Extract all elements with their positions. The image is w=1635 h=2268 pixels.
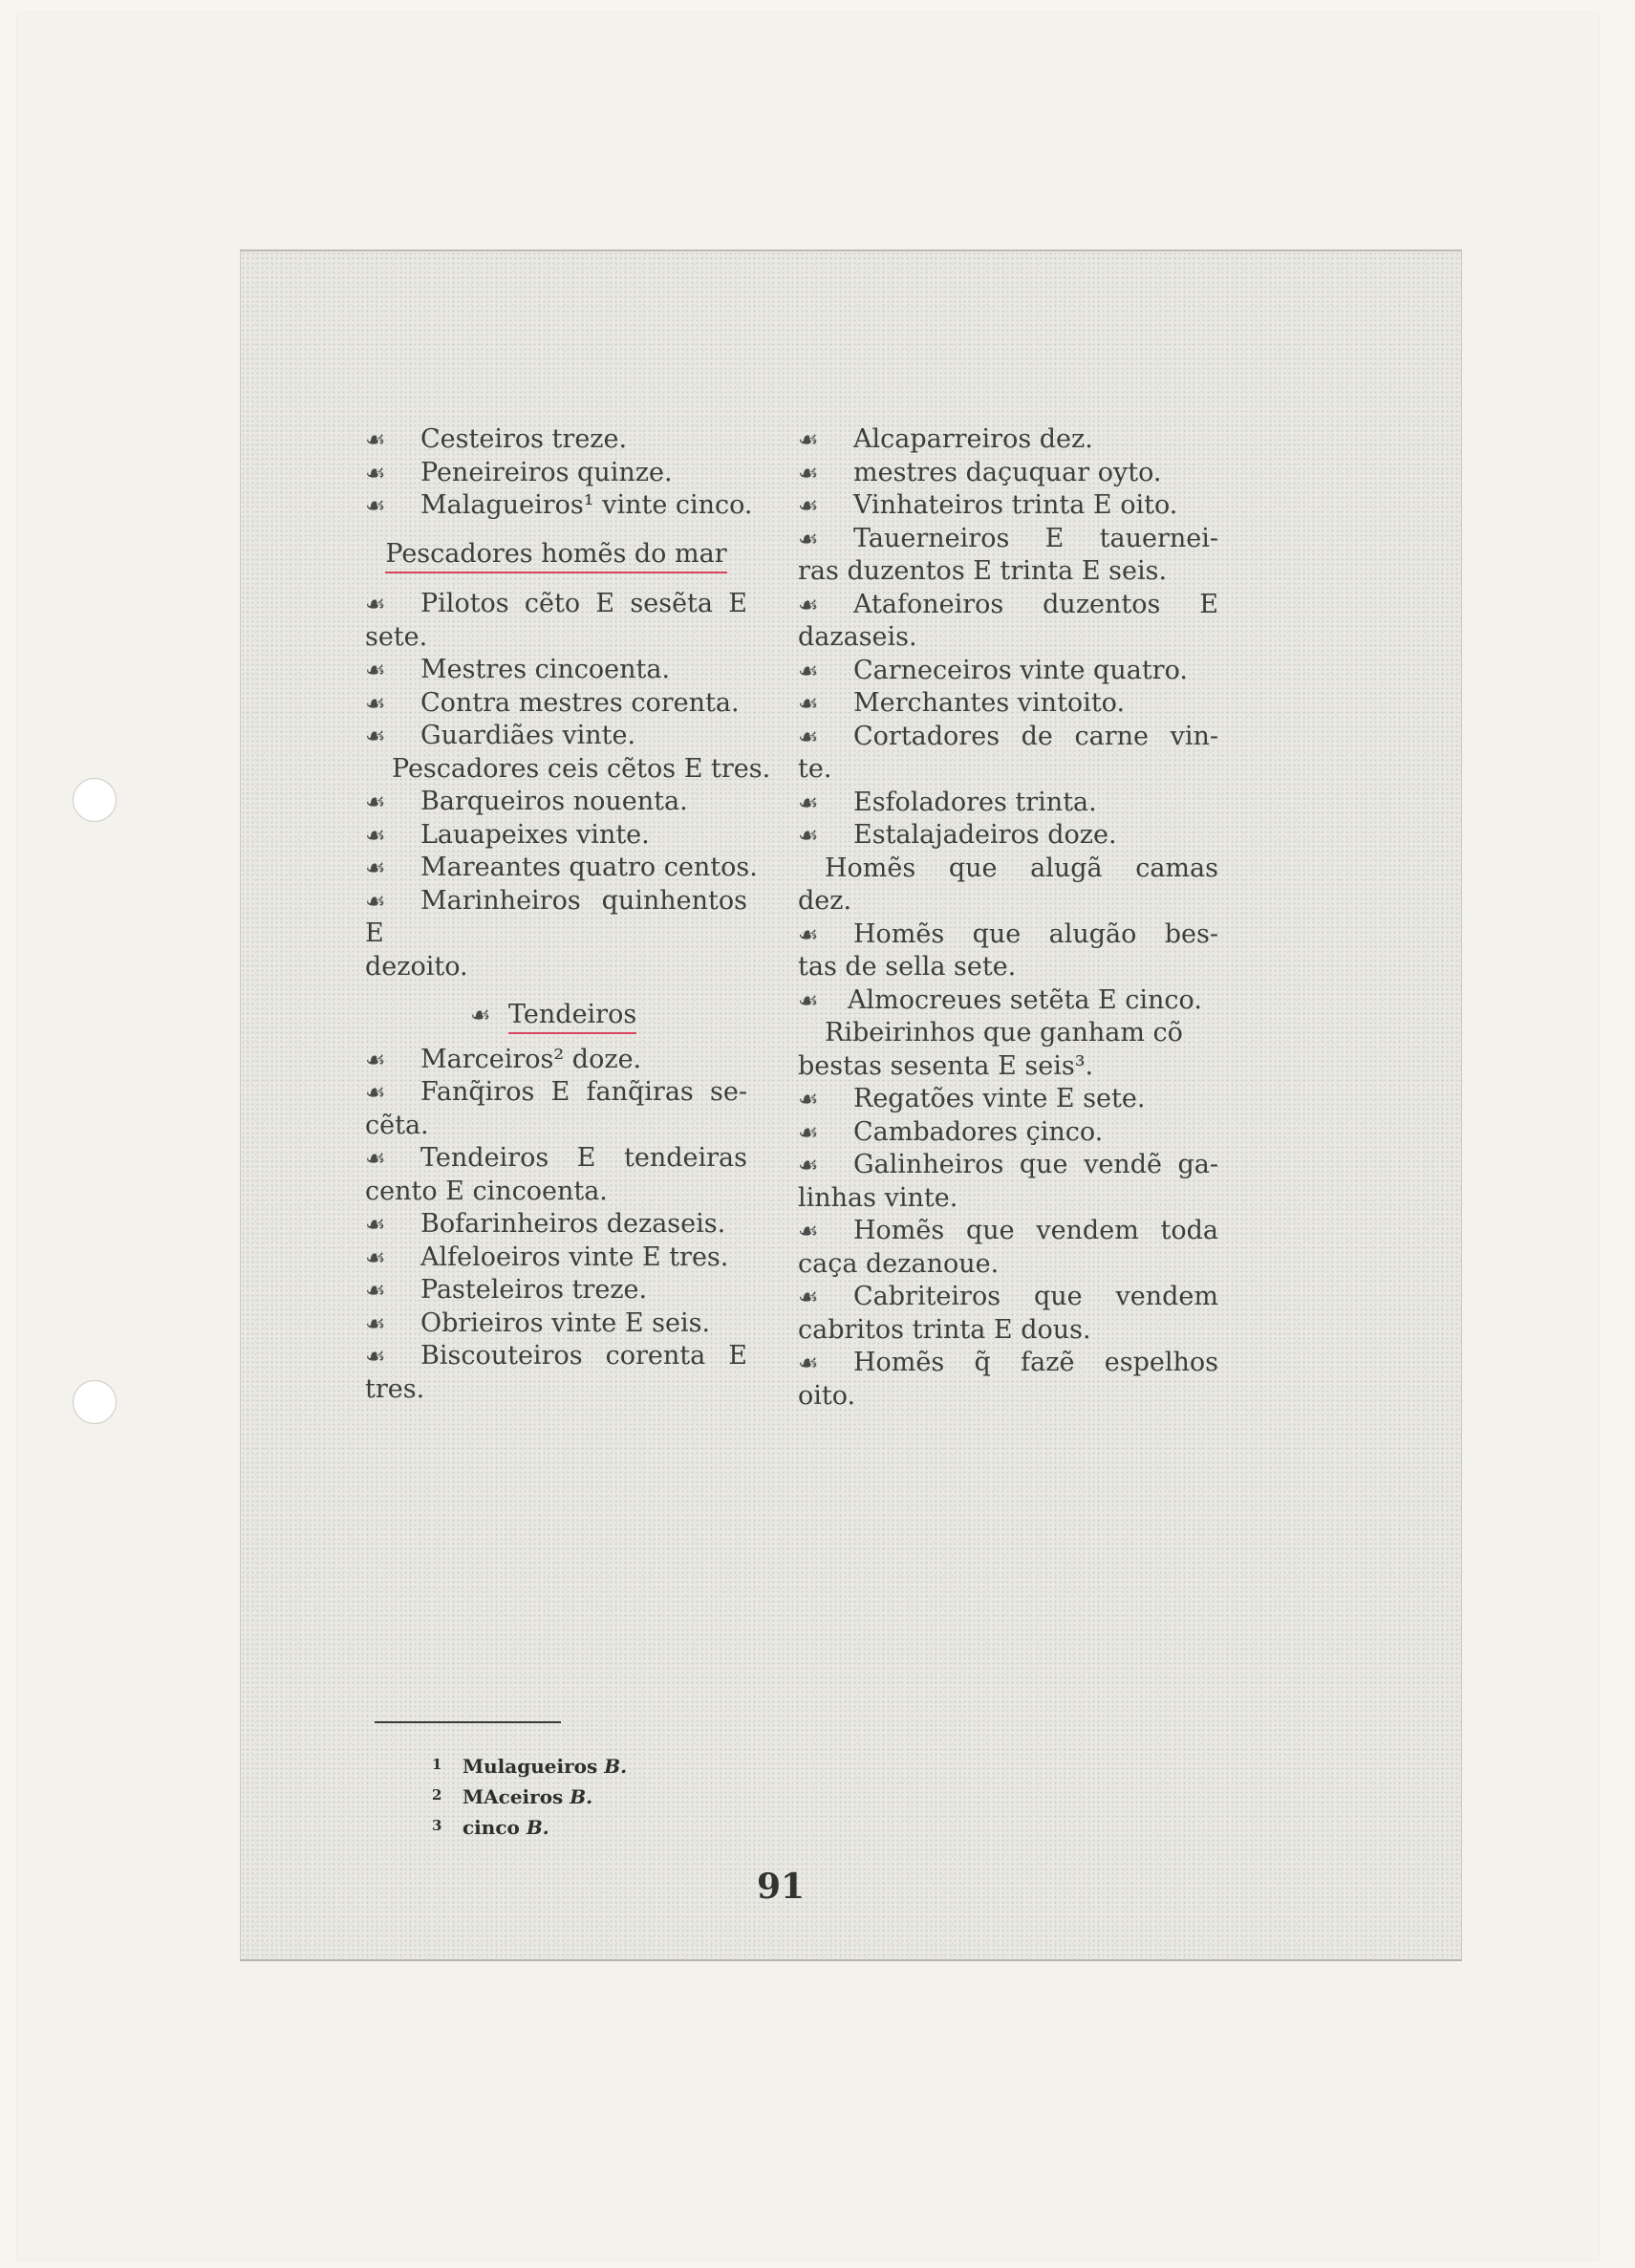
list-item-continuation: cẽta.	[365, 1110, 429, 1140]
section-heading-tendeiros: ☙Tendeiros	[365, 999, 747, 1032]
list-item-continuation: caça dezanoue.	[798, 1248, 1000, 1279]
paragraph-mark-icon	[470, 999, 508, 1032]
list-item: ☙Fanq̃iros E fanq̃iras se-	[365, 1076, 747, 1110]
paragraph-mark-icon	[365, 1340, 420, 1373]
list-item: Ribeirinhos que ganham cõ	[825, 1018, 1183, 1048]
list-item: ☙Homẽs que alugão bes-	[798, 918, 1218, 952]
list-item: ☙Contra mestres corenta.	[365, 687, 747, 721]
list-item: ☙Biscouteiros corenta E	[365, 1340, 747, 1373]
footnote-rule	[375, 1721, 561, 1723]
paragraph-mark-icon	[365, 654, 420, 687]
paragraph-mark-icon	[798, 721, 853, 754]
list-item-continuation: te.	[798, 754, 832, 784]
paragraph-mark-icon	[365, 423, 420, 457]
paragraph-mark-icon	[365, 457, 420, 490]
list-item: ☙Cambadores çinco.	[798, 1116, 1218, 1150]
paragraph-mark-icon	[365, 489, 420, 523]
paragraph-mark-icon	[798, 1116, 853, 1150]
paragraph-mark-icon	[798, 1215, 853, 1248]
list-item: ☙Cortadores de carne vin-	[798, 721, 1218, 754]
list-item: ☙Mestres cincoenta.	[365, 654, 747, 687]
list-item: ☙Vinhateiros trinta E oito.	[798, 489, 1218, 523]
list-item-continuation: dezoito.	[365, 951, 468, 982]
list-item: ☙Alcaparreiros dez.	[798, 423, 1218, 457]
list-item-continuation: bestas sesenta E seis³.	[798, 1050, 1094, 1081]
list-item-continuation: tres.	[365, 1373, 425, 1404]
footnote: 3 cinco B.	[432, 1816, 549, 1839]
right-column	[798, 423, 1218, 1413]
paragraph-mark-icon	[365, 687, 420, 721]
list-item: ☙Cabriteiros que vendem	[798, 1281, 1218, 1314]
list-item-continuation: linhas vinte.	[798, 1182, 958, 1213]
paragraph-mark-icon	[365, 1076, 420, 1110]
paragraph-mark-icon	[798, 489, 853, 523]
photocopy-page	[240, 249, 1462, 1961]
paragraph-mark-icon	[798, 819, 853, 853]
paragraph-mark-icon	[798, 423, 853, 457]
archive-sheet	[17, 13, 1599, 2259]
list-item: ☙Pasteleiros treze.	[365, 1274, 747, 1307]
punch-hole-bottom	[73, 1380, 117, 1424]
paragraph-mark-icon	[798, 984, 848, 1018]
list-item: ☙Cesteiros treze.	[365, 423, 747, 457]
list-item: ☙Barqueiros nouenta.	[365, 786, 747, 819]
list-item: ☙Pilotos cẽto E sesẽta E	[365, 588, 747, 621]
paragraph-mark-icon	[365, 720, 420, 753]
list-item: ☙Estalajadeiros doze.	[798, 819, 1218, 853]
paragraph-mark-icon	[798, 523, 853, 556]
paragraph-mark-icon	[798, 687, 853, 721]
paragraph-mark-icon	[798, 1149, 853, 1182]
list-item: ☙Regatões vinte E sete.	[798, 1083, 1218, 1116]
left-column	[365, 423, 771, 1406]
paragraph-mark-icon	[365, 1274, 420, 1307]
paragraph-mark-icon	[365, 1044, 420, 1077]
list-item-continuation: oito.	[798, 1380, 856, 1411]
paragraph-mark-icon	[798, 457, 853, 490]
list-item: ☙Malagueiros¹ vinte cinco.	[365, 489, 747, 523]
list-item-continuation: dazaseis.	[798, 622, 917, 652]
list-item: ☙Carneceiros vinte quatro.	[798, 655, 1218, 688]
list-item: ☙Homẽs q̃ fazẽ espelhos	[798, 1347, 1218, 1380]
footnotes	[432, 1750, 627, 1842]
section-heading-pescadores: Pescadores homẽs do mar	[365, 538, 747, 572]
paragraph-mark-icon	[365, 819, 420, 853]
list-item-continuation: cento E cincoenta.	[365, 1176, 608, 1206]
list-item-continuation: dez.	[798, 886, 852, 916]
list-item: ☙Peneireiros quinze.	[365, 457, 747, 490]
list-item-continuation: tas de sella sete.	[798, 952, 1017, 982]
list-item-continuation: sete.	[365, 621, 428, 652]
paragraph-mark-icon	[365, 1208, 420, 1242]
paragraph-mark-icon	[798, 787, 853, 820]
list-item: ☙Galinheiros que vendẽ ga-	[798, 1149, 1218, 1182]
paragraph-mark-icon	[798, 1083, 853, 1116]
list-item: ☙Tendeiros E tendeiras	[365, 1142, 747, 1176]
page-number: 91	[757, 1867, 806, 1907]
list-item: ☙Merchantes vintoito.	[798, 687, 1218, 721]
footnote: 1 Mulagueiros B.	[432, 1755, 628, 1778]
list-item: ☙Marceiros² doze.	[365, 1044, 747, 1077]
list-item: ☙Obrieiros vinte E seis.	[365, 1307, 747, 1341]
paragraph-mark-icon	[798, 1347, 853, 1380]
list-item: ☙Almocreues setẽta E cinco.	[798, 984, 1218, 1018]
paragraph-mark-icon	[365, 852, 420, 885]
paragraph-mark-icon	[798, 1281, 853, 1314]
list-item: ☙Mareantes quatro centos.	[365, 852, 747, 885]
paragraph-mark-icon	[798, 589, 853, 622]
list-item: Pescadores ceis cẽtos E tres.	[392, 753, 771, 784]
list-item: ☙Marinheiros quinhentos E	[365, 885, 747, 951]
paragraph-mark-icon	[798, 655, 853, 688]
list-item: Homẽs que alugã camas	[825, 853, 1218, 883]
list-item: ☙Atafoneiros duzentos E	[798, 589, 1218, 622]
list-item: ☙Bofarinheiros dezaseis.	[365, 1208, 747, 1242]
punch-hole-top	[73, 778, 117, 822]
paragraph-mark-icon	[365, 1307, 420, 1341]
paragraph-mark-icon	[365, 1242, 420, 1275]
paragraph-mark-icon	[365, 885, 420, 918]
footnote: 2 MAceiros B.	[432, 1785, 593, 1808]
list-item: ☙Alfeloeiros vinte E tres.	[365, 1242, 747, 1275]
paragraph-mark-icon	[365, 1142, 420, 1176]
list-item: ☙Tauerneiros E tauernei-	[798, 523, 1218, 556]
paragraph-mark-icon	[365, 588, 420, 621]
list-item: ☙Lauapeixes vinte.	[365, 819, 747, 853]
list-item-continuation: cabritos trinta E dous.	[798, 1314, 1091, 1345]
list-item: ☙Homẽs que vendem toda	[798, 1215, 1218, 1248]
paragraph-mark-icon	[798, 918, 853, 952]
list-item-continuation: ras duzentos E trinta E seis.	[798, 556, 1168, 586]
list-item: ☙Esfoladores trinta.	[798, 787, 1218, 820]
list-item: ☙mestres daçuquar oyto.	[798, 457, 1218, 490]
list-item: ☙Guardiães vinte.	[365, 720, 747, 753]
paragraph-mark-icon	[365, 786, 420, 819]
